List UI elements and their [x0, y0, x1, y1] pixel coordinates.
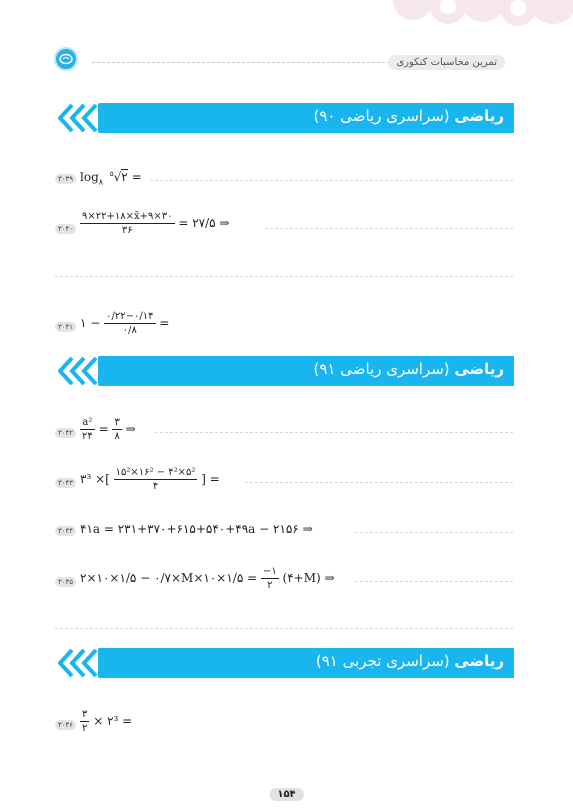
section-label: (سراسری تجربی ۹۱) [315, 652, 455, 670]
section-label: (سراسری ریاضی ۹۰) [313, 107, 455, 125]
section-label-bold: ریاضی [454, 652, 504, 670]
section-banner-2 [58, 356, 514, 386]
question-3039 [55, 168, 513, 212]
question-expression: ۴۱a = ۲۳۱+۳۷۰+۶۱۵+۵۴۰+۴۹a − ۲۱۵۶ ⇒ [80, 522, 313, 536]
question-number: ۳۰۴۴ [55, 526, 76, 536]
header-title: تمرین محاسبات کنکوری [388, 55, 505, 70]
question-expression: ۳³ ×[ $\frac{\text{۱۵²×۱۶² − ۴²×۵²}}{۴}$ ] = [80, 467, 220, 492]
section-banner-3 [58, 648, 514, 678]
question-number: ۳۰۴۱ [55, 322, 76, 332]
brain-logo-icon [54, 47, 78, 71]
question-number: ۳۰۴۰ [55, 224, 76, 234]
question-number: ۳۰۴۲ [55, 428, 76, 438]
question-number: ۳۰۴۳ [55, 478, 76, 488]
question-3043 [55, 466, 513, 510]
section-label-bold: ریاضی [454, 107, 504, 125]
page-number: ۱۵۴ [269, 788, 303, 801]
section-label-bold: ریاضی [454, 360, 504, 378]
question-3040 [55, 208, 513, 252]
question-number: ۳۰۴۵ [55, 577, 76, 587]
question-number: ۳۰۳۹ [55, 174, 76, 184]
question-expression: $\frac{۳}{۲}$ × ۲³ = [82, 709, 133, 734]
question-expression: ۱ − $\frac{۰/۲۲-۰/۱۴}{۰/۸}$ = [80, 311, 170, 336]
question-expression: $\frac{۹\times ۲۲+۱۸\times x̄+۹\times ۳۰}{۳۶}$ = ۲۷/۵ ⇒ [82, 211, 230, 236]
question-expression: $\log_۸$ $^۵$√۲ = [80, 170, 142, 187]
question-3045 [55, 565, 513, 609]
question-expression: $\frac{\text{a²}}{۲۴}$ = $\frac{۳}{۸}$ ⇒ [82, 417, 136, 442]
decorative-pattern [353, 0, 573, 45]
section-banner-1 [58, 103, 514, 133]
question-number: ۳۰۴۶ [55, 720, 76, 730]
section-label: (سراسری ریاضی ۹۱) [313, 360, 455, 378]
question-3044 [55, 520, 513, 564]
answer-line [55, 276, 513, 277]
question-3046 [55, 708, 513, 752]
question-3042 [55, 416, 513, 460]
answer-line [55, 628, 513, 629]
question-expression: ۲×۱۰×۱/۵ − ۰/۷×M×۱۰×۱/۵ = $\frac{-۱}{۲}$ (۴+M) ⇒ [80, 566, 335, 591]
question-3041 [55, 310, 513, 354]
